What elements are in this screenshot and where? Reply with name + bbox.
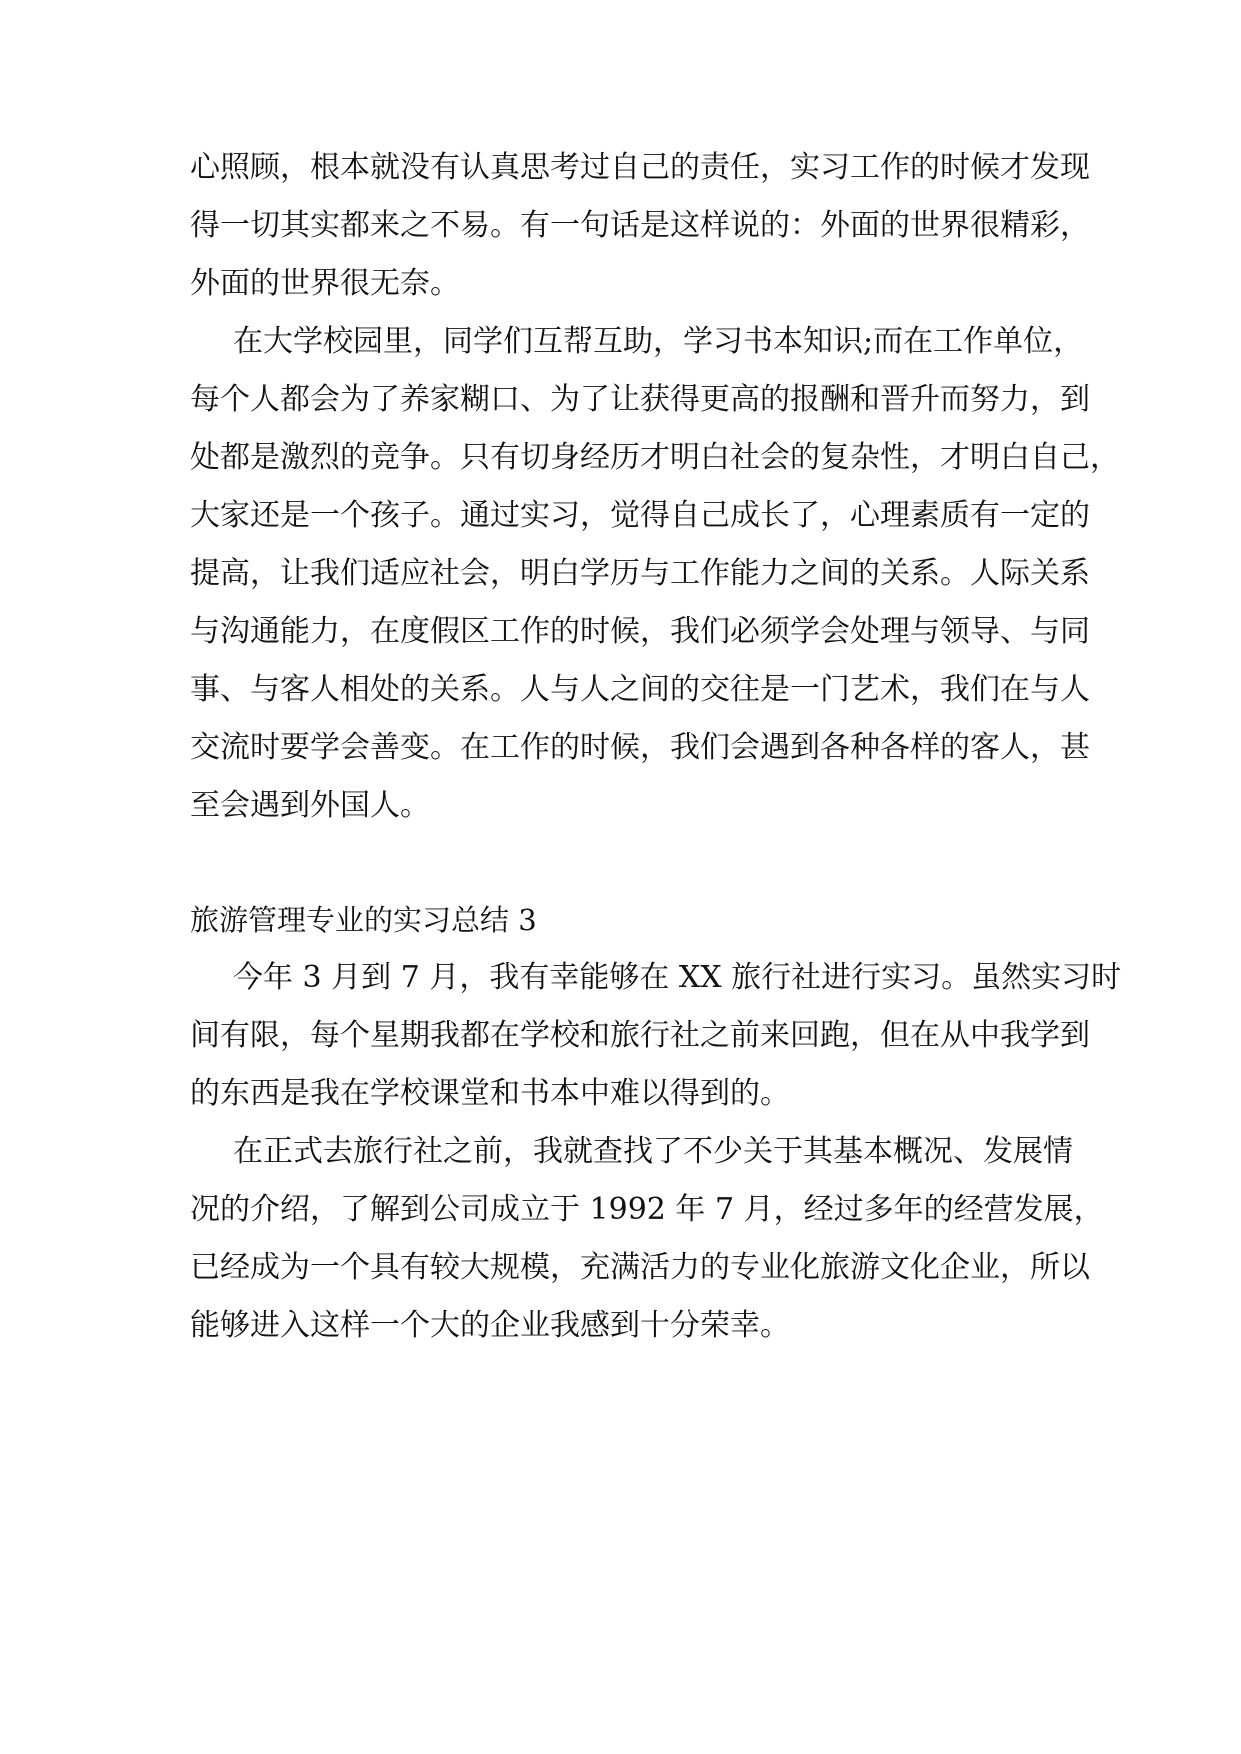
- paragraph-2-line-3: 处都是激烈的竞争。只有切身经历才明白社会的复杂性，才明白自己，: [190, 440, 1120, 475]
- paragraph-2-line-2: 每个人都会为了养家糊口、为了让获得更高的报酬和晋升而努力，到: [190, 382, 1090, 417]
- section-paragraph-2-line-2: 况的介绍，了解到公司成立于 1992 年 7 月，经过多年的经营发展，: [190, 1192, 1104, 1227]
- section-paragraph-2-line-4: 能够进入这样一个大的企业我感到十分荣幸。: [190, 1308, 790, 1343]
- section-paragraph-2-line-3: 已经成为一个具有较大规模，充满活力的专业化旅游文化企业，所以: [190, 1250, 1090, 1285]
- paragraph-2-line-9: 至会遇到外国人。: [190, 788, 430, 823]
- paragraph-2-line-1: 在大学校园里，同学们互帮互助，学习书本知识;而在工作单位，: [233, 324, 1084, 359]
- paragraph-2-line-4: 大家还是一个孩子。通过实习，觉得自己成长了，心理素质有一定的: [190, 498, 1090, 533]
- section-paragraph-1-line-2: 间有限，每个星期我都在学校和旅行社之前来回跑，但在从中我学到: [190, 1018, 1090, 1053]
- paragraph-2-line-5: 提高，让我们适应社会，明白学历与工作能力之间的关系。人际关系: [190, 556, 1090, 591]
- paragraph-2-line-8: 交流时要学会善变。在工作的时候，我们会遇到各种各样的客人，甚: [190, 730, 1090, 765]
- section-paragraph-2-line-1: 在正式去旅行社之前，我就查找了不少关于其基本概况、发展情: [233, 1134, 1073, 1169]
- paragraph-1-line-2: 得一切其实都来之不易。有一句话是这样说的：外面的世界很精彩，: [190, 208, 1090, 243]
- paragraph-2-line-7: 事、与客人相处的关系。人与人之间的交往是一门艺术，我们在与人: [190, 672, 1090, 707]
- paragraph-1-line-3: 外面的世界很无奈。: [190, 266, 460, 301]
- paragraph-1-line-1: 心照顾，根本就没有认真思考过自己的责任，实习工作的时候才发现: [190, 150, 1090, 185]
- section-heading: 旅游管理专业的实习总结 3: [190, 903, 537, 937]
- section-paragraph-1-line-1: 今年 3 月到 7 月，我有幸能够在 XX 旅行社进行实习。虽然实习时: [233, 960, 1122, 995]
- section-paragraph-1-line-3: 的东西是我在学校课堂和书本中难以得到的。: [190, 1076, 790, 1111]
- paragraph-2-line-6: 与沟通能力，在度假区工作的时候，我们必须学会处理与领导、与同: [190, 614, 1090, 649]
